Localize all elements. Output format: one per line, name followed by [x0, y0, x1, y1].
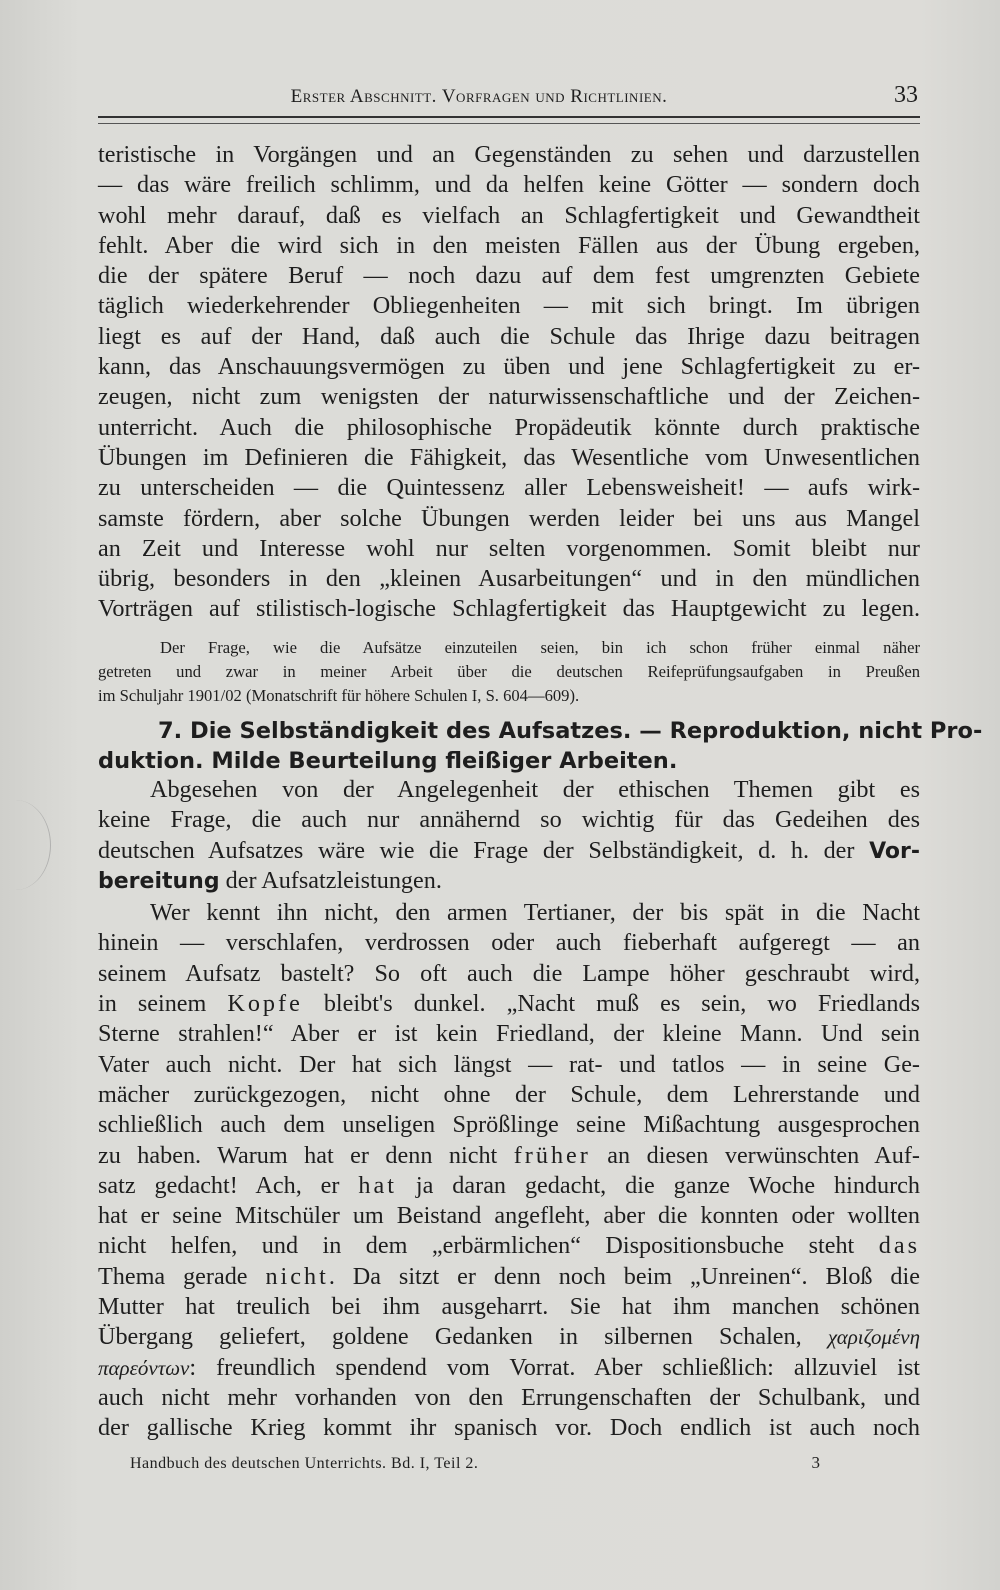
text-segment: zu haben. Warum hat er denn nicht — [98, 1141, 514, 1169]
spaced-word: hat — [358, 1171, 397, 1199]
spaced-word: früher — [513, 1141, 591, 1169]
text-line: liegt es auf der Hand, daß auch die Schule das Ihrige dazu beitragen — [98, 322, 920, 350]
text-line: hat er seine Mitschüler um Beistand angefleht, aber die konnten oder wollten — [98, 1202, 920, 1230]
text-line: wohl mehr darauf, daß es vielfach an Schlagfertigkeit und Gewandtheit — [98, 201, 920, 229]
text-segment: Thema gerade — [98, 1262, 266, 1290]
text-line: übrig, besonders in den „kleinen Ausarbeitungen“ und in den mündlichen — [98, 565, 920, 593]
text-line: Wer kennt ihn nicht, den armen Tertianer, der bis spät in die Nacht — [150, 899, 920, 927]
greek-word: παρεόντων — [98, 1355, 190, 1380]
bold-term: bereitung — [98, 868, 220, 894]
text-segment: deutschen Aufsatzes wäre wie die Frage der Selbständigkeit, d. h. der — [98, 836, 855, 864]
spaced-word: nicht — [265, 1262, 329, 1290]
text-line: täglich wiederkehrender Obliegenheiten — mit sich bringt. Im übrigen — [98, 292, 920, 320]
text-segment: satz gedacht! Ach, er — [98, 1171, 359, 1199]
text-line: der gallische Krieg kommt ihr spanisch vor. Doch endlich ist auch noch — [98, 1414, 920, 1442]
text-segment: . Da sitzt er denn noch beim „Unreinen“. Bloß die — [328, 1262, 920, 1290]
signature-mark: 3 — [811, 1453, 820, 1472]
text-segment: der Aufsatzleistungen. — [219, 866, 442, 894]
text-line: Vater auch nicht. Der hat sich längst — rat- und tatlos — in seine Ge- — [98, 1050, 920, 1078]
text-line: Abgesehen von der Angelegenheit der ethischen Themen gibt es — [150, 776, 920, 803]
text-line — [98, 1171, 920, 1201]
text-line: unterricht. Auch die philosophische Propädeutik könnte durch praktische — [98, 413, 920, 441]
bold-term: Vor- — [869, 838, 921, 864]
page-edge-shadow — [0, 800, 51, 890]
paragraph-2 — [98, 775, 920, 1444]
text-segment: : freundlich spendend vom Vorrat. Aber schließlich: allzuviel ist — [189, 1353, 920, 1381]
spaced-word: das — [878, 1232, 920, 1260]
text-line: fehlt. Aber die wird sich in den meisten Fällen aus der Übung ergeben, — [98, 231, 920, 259]
section-heading — [98, 716, 983, 776]
text-line — [98, 989, 920, 1019]
heading-line: duktion. Milde Beurteilung fleißiger Arbeiten. — [98, 748, 678, 774]
text-line: zu unterscheiden — die Quintessenz aller Lebensweisheit! — aufs wirk- — [98, 474, 920, 502]
text-line: zeugen, nicht zum wenigsten der naturwissenschaftliche und der Zeichen- — [98, 383, 920, 411]
text-line — [98, 1231, 920, 1261]
text-segment: bleibt's dunkel. „Nacht muß es sein, wo Friedlands — [302, 990, 920, 1018]
paragraph-1 — [98, 140, 920, 625]
text-line: kann, das Anschauungsvermögen zu üben und jene Schlagfertigkeit zu er- — [98, 353, 920, 381]
text-line: teristische in Vorgängen und an Gegenständen zu sehen und darzustellen — [98, 141, 920, 168]
footnote — [98, 636, 920, 708]
heading-line: 7. Die Selbständigkeit des Aufsatzes. — Reproduktion, nicht Pro- — [158, 718, 983, 744]
text-line — [98, 866, 920, 896]
text-segment: ja daran gedacht, die ganze Woche hindurch — [396, 1171, 920, 1199]
text-line: keine Frage, die auch nur annähernd so wichtig für das Gedeihen des — [98, 806, 920, 834]
footnote-line: im Schuljahr 1901/02 (Monatschrift für höhere Schulen I, S. 604—609). — [98, 686, 580, 705]
text-line: seinem Aufsatz bastelt? So oft auch die Lampe höher geschraubt wird, — [98, 959, 920, 987]
text-line: schließlich auch dem unseligen Sprößlinge seine Mißachtung ausgesprochen — [98, 1111, 920, 1139]
page-header — [98, 80, 920, 114]
text-line: auch nicht mehr vorhanden von den Errungenschaften der Schulbank, und — [98, 1383, 920, 1411]
text-line: Übungen im Definieren die Fähigkeit, das Wesentliche vom Unwesentlichen — [98, 443, 920, 471]
running-head: Erster Abschnitt. Vorfragen und Richtlinien. — [290, 86, 668, 107]
text-line: — das wäre freilich schlimm, und da helfen keine Götter — sondern doch — [98, 171, 920, 199]
text-line — [98, 1262, 920, 1292]
footnote-line: Der Frage, wie die Aufsätze einzuteilen seien, bin ich schon früher einmal näher — [160, 638, 920, 657]
text-line — [98, 1322, 920, 1352]
spaced-word: Kopfe — [227, 990, 303, 1018]
text-segment: Übergang geliefert, goldene Gedanken in silbernen Schalen, — [98, 1323, 828, 1351]
page-number: 33 — [894, 82, 918, 108]
text-line — [98, 1141, 920, 1171]
text-line: Mutter hat treulich bei ihm ausgeharrt. Sie hat ihm manchen schönen — [98, 1293, 920, 1321]
text-segment: an diesen verwünschten Auf- — [590, 1141, 920, 1169]
text-line: an Zeit und Interesse wohl nur selten vorgenommen. Somit bleibt nur — [98, 534, 920, 562]
header-rule — [98, 116, 920, 124]
footnote-line: getreten und zwar in meiner Arbeit über die deutschen Reifeprüfungsaufgaben in Preußen — [98, 662, 920, 681]
page-footer — [130, 1453, 900, 1479]
text-segment: nicht helfen, und in dem „erbärmlichen“ Dispositionsbuche steht — [98, 1232, 879, 1260]
text-line: die der spätere Beruf — noch dazu auf dem fest umgrenzten Gebiete — [98, 262, 920, 290]
text-line: hinein — verschlafen, verdrossen oder auch fieberhaft aufgeregt — an — [98, 929, 920, 957]
text-line — [98, 836, 920, 866]
text-line: samste fördern, aber solche Übungen werden leider bei uns aus Mangel — [98, 504, 920, 532]
greek-word: χαριζομένη — [827, 1325, 920, 1350]
text-line: mächer zurückgezogen, nicht ohne der Schule, dem Lehrerstande und — [98, 1080, 920, 1108]
text-segment: in seinem — [98, 990, 228, 1018]
text-line: Vorträgen auf stilistisch-logische Schlagfertigkeit das Hauptgewicht zu legen. — [98, 595, 920, 623]
text-line — [98, 1353, 920, 1383]
footer-citation: Handbuch des deutschen Unterrichts. Bd. I, Teil 2. — [130, 1455, 479, 1472]
text-line: Sterne strahlen!“ Aber er ist kein Friedland, der kleine Mann. Und sein — [98, 1020, 920, 1048]
